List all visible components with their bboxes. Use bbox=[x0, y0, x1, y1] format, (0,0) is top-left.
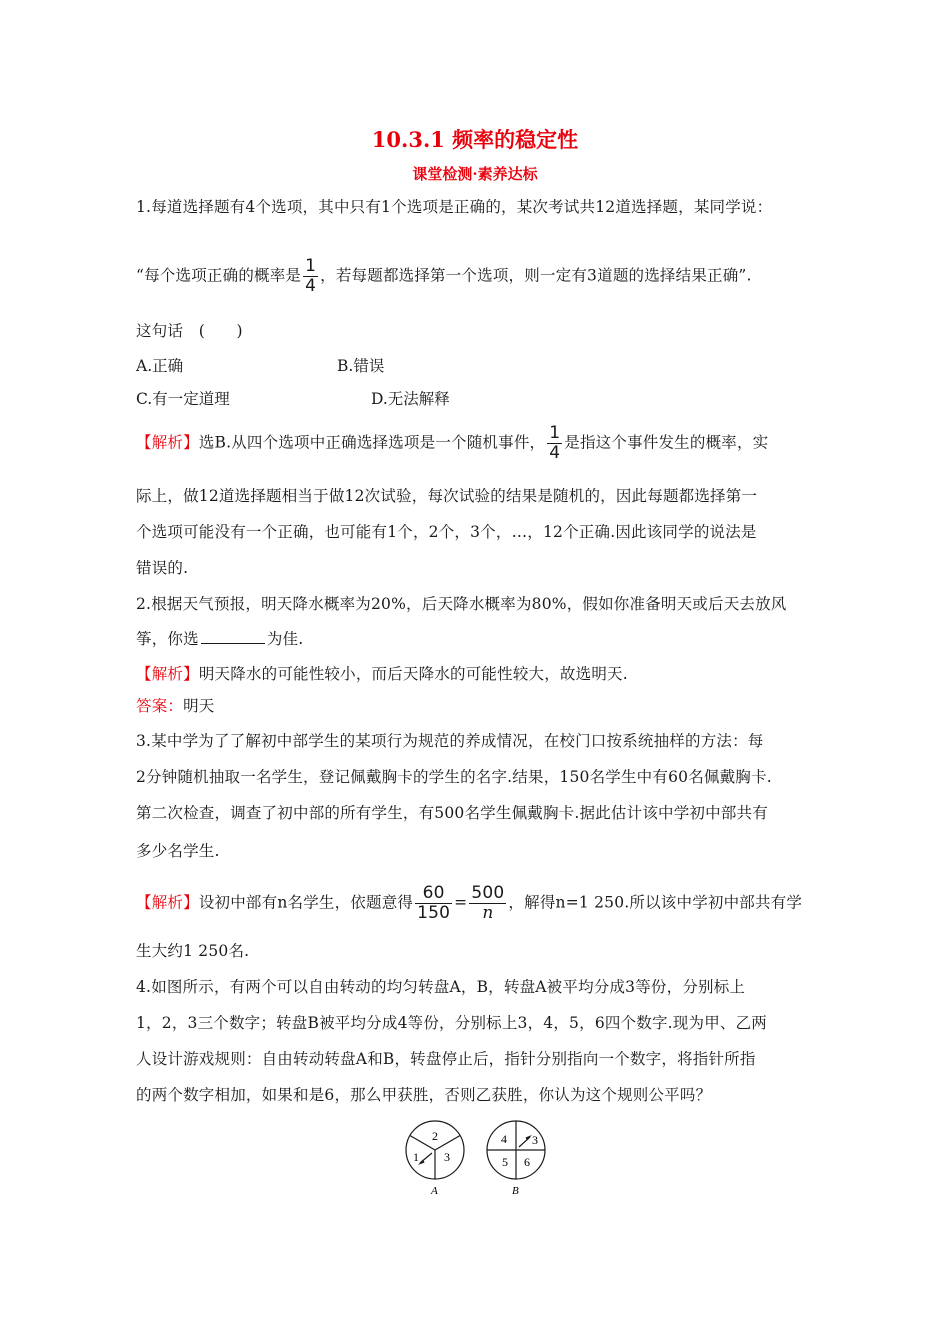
spinner-b-label-6: 6 bbox=[524, 1155, 530, 1169]
q1-line1: 1.每道选择题有4个选项，其中只有1个选项是正确的，某次考试共12道选择题，某同学说： bbox=[136, 198, 773, 216]
q3-analysis bbox=[136, 884, 802, 923]
q2-line2 bbox=[136, 629, 303, 649]
q1-analysis-post: 是指这个事件发生的概率，实 bbox=[564, 433, 769, 452]
q2-analysis-text: 明天降水的可能性较小，而后天降水的可能性较大，故选明天. bbox=[198, 665, 628, 683]
q1-fraction bbox=[303, 257, 318, 296]
q1-analysis-line4: 错误的. bbox=[136, 559, 189, 577]
spinner-b-label-4: 4 bbox=[501, 1132, 507, 1146]
q2-analysis bbox=[136, 664, 628, 684]
q1-line2-pre: “每个选项正确的概率是 bbox=[136, 266, 302, 285]
q1-analysis bbox=[136, 424, 768, 463]
q3-fraction-1-num: 60 bbox=[415, 884, 452, 904]
spinner-a-caption: A bbox=[431, 1185, 438, 1197]
q3-line1: 3.某中学为了了解初中部学生的某项行为规范的养成情况，在校门口按系统抽样的方法：每 bbox=[136, 732, 764, 750]
q4-line1: 4.如图所示，有两个可以自由转动的均匀转盘A，B，转盘A被平均分成3等份，分别标上 bbox=[136, 978, 746, 996]
q1-fraction-den: 4 bbox=[305, 276, 317, 296]
q1-analysis-line2: 际上，做12道选择题相当于做12次试验，每次试验的结果是随机的，因此每题都选择第一 bbox=[136, 487, 758, 505]
q3-fraction-2 bbox=[469, 884, 506, 923]
q1-analysis-fraction-num: 1 bbox=[549, 423, 561, 443]
q1-analysis-fraction bbox=[547, 424, 562, 463]
q4-line4: 的两个数字相加，如果和是6，那么甲获胜，否则乙获胜，你认为这个规则公平吗？ bbox=[136, 1086, 712, 1104]
q1-option-d: D.无法解释 bbox=[371, 390, 450, 408]
q3-line2: 2分钟随机抽取一名学生，登记佩戴胸卡的学生的名字.结果，150名学生中有60名佩戴胸卡. bbox=[136, 768, 772, 786]
q3-fraction-2-num: 500 bbox=[471, 883, 505, 903]
q3-line4: 多少名学生. bbox=[136, 842, 220, 860]
spinner-a-label-1: 1 bbox=[413, 1150, 419, 1164]
spinner-a-label-2: 2 bbox=[432, 1129, 438, 1143]
q1-fraction-num: 1 bbox=[305, 256, 317, 276]
q1-line3: 这句话 ( ) bbox=[136, 322, 243, 340]
q2-analysis-label: 【解析】 bbox=[136, 665, 199, 683]
q3-fraction-1-den: 150 bbox=[417, 903, 451, 923]
page-subtitle: 课堂检测·素养达标 bbox=[412, 165, 538, 183]
q3-equals: = bbox=[454, 893, 468, 912]
spinner-figure bbox=[398, 1116, 558, 1202]
q1-analysis-fraction-den: 4 bbox=[549, 443, 561, 463]
q1-analysis-label: 【解析】 bbox=[136, 433, 199, 452]
q3-analysis-pre: 设初中部有n名学生，依题意得 bbox=[198, 893, 414, 912]
q2-line1: 2.根据天气预报，明天降水概率为20%，后天降水概率为80%，假如你准备明天或后天去放风 bbox=[136, 595, 787, 613]
q1-option-a: A.正确 bbox=[136, 357, 184, 375]
q3-analysis-line2: 生大约1 250名. bbox=[136, 942, 250, 960]
q2-line2-post: 为佳. bbox=[266, 630, 304, 648]
q3-line3: 第二次检查，调查了初中部的所有学生，有500名学生佩戴胸卡.据此估计该中学初中部共有 bbox=[136, 804, 768, 822]
spinner-b-label-5: 5 bbox=[502, 1155, 508, 1169]
q3-fraction-1 bbox=[415, 884, 452, 923]
q2-answer-text: 明天 bbox=[183, 697, 215, 715]
spinner-a-label-3: 3 bbox=[444, 1150, 450, 1164]
q1-analysis-line3: 个选项可能没有一个正确，也可能有1个，2个，3个，…，12个正确.因此该同学的说法是 bbox=[136, 523, 757, 541]
q1-analysis-pre: 选B.从四个选项中正确选择选项是一个随机事件， bbox=[198, 433, 546, 452]
answer-blank bbox=[201, 629, 265, 644]
q2-answer bbox=[136, 696, 215, 716]
q1-option-b: B.错误 bbox=[337, 357, 385, 375]
q3-fraction-2-den: n bbox=[482, 903, 494, 923]
spinner-b bbox=[487, 1121, 545, 1179]
q1-line2 bbox=[136, 257, 752, 296]
q1-line2-post: ，若每题都选择第一个选项，则一定有3道题的选择结果正确”. bbox=[320, 266, 752, 285]
q3-analysis-post: ，解得n=1 250.所以该中学初中部共有学 bbox=[508, 893, 803, 912]
spinner-b-caption: B bbox=[512, 1185, 519, 1197]
q2-line2-pre: 筝，你选 bbox=[136, 630, 199, 648]
q4-line2: 1，2，3三个数字；转盘B被平均分成4等份，分别标上3，4，5，6四个数字.现为甲、乙两 bbox=[136, 1014, 768, 1032]
spinner-b-label-3: 3 bbox=[532, 1133, 538, 1147]
q1-option-c: C.有一定道理 bbox=[136, 390, 230, 408]
page-title: 10.3.1 频率的稳定性 bbox=[371, 127, 579, 152]
q2-answer-label: 答案： bbox=[136, 697, 184, 715]
q3-analysis-label: 【解析】 bbox=[136, 893, 199, 912]
q4-line3: 人设计游戏规则：自由转动转盘A和B，转盘停止后，指针分别指向一个数字，将指针所指 bbox=[136, 1050, 756, 1068]
